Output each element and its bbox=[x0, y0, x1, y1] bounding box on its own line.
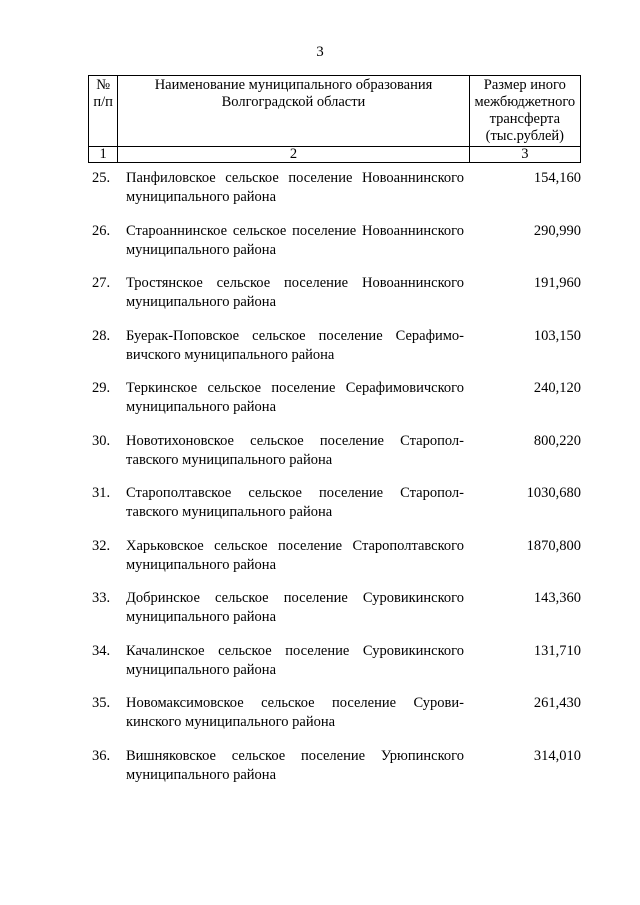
row-name bbox=[126, 222, 464, 260]
row-name bbox=[126, 642, 464, 680]
row-name-line: вичского муниципального района bbox=[126, 346, 335, 363]
row-amount: 314,010 bbox=[533, 747, 581, 764]
row-amount: 261,430 bbox=[533, 695, 581, 711]
row-name bbox=[126, 694, 464, 732]
row-name-line: Харьковское сельское поселение Старополтавского bbox=[126, 537, 464, 554]
row-number: 32. bbox=[92, 537, 111, 554]
row-number: 29. bbox=[92, 380, 111, 396]
table-row bbox=[88, 222, 581, 275]
row-name bbox=[126, 484, 464, 522]
row-name-line: муниципального района bbox=[126, 294, 276, 310]
row-name-line: Новотихоновское сельское поселение Старопол- bbox=[126, 432, 464, 449]
row-number: 27. bbox=[92, 275, 111, 291]
header-index-2: 2 bbox=[118, 147, 469, 163]
page-number: 3 bbox=[316, 44, 324, 60]
row-name-line: Старополтавское сельское поселение Старопол- bbox=[126, 485, 464, 501]
table-row bbox=[88, 432, 581, 485]
table-row bbox=[88, 169, 581, 222]
row-name-line: муниципального района bbox=[126, 661, 276, 678]
row-name bbox=[126, 274, 464, 312]
row-number: 33. bbox=[92, 590, 111, 606]
row-name bbox=[126, 432, 464, 470]
row-amount: 290,990 bbox=[533, 222, 581, 239]
row-number: 35. bbox=[92, 695, 111, 711]
row-name bbox=[126, 537, 464, 575]
row-number: 30. bbox=[92, 432, 111, 449]
row-number: 36. bbox=[92, 747, 111, 764]
row-name-line: муниципального района bbox=[126, 399, 276, 415]
header-index-3: 3 bbox=[469, 147, 580, 163]
row-number: 31. bbox=[92, 485, 111, 501]
row-number: 25. bbox=[92, 170, 111, 186]
row-number: 34. bbox=[92, 642, 111, 659]
row-name-line: Теркинское сельское поселение Серафимовичского bbox=[126, 380, 464, 396]
row-name bbox=[126, 379, 464, 417]
header-amount: Размер иного межбюджетного трансферта (тыс.рублей) bbox=[469, 76, 580, 147]
header-num: № п/п bbox=[89, 76, 118, 147]
row-amount: 191,960 bbox=[533, 275, 581, 291]
row-amount: 240,120 bbox=[533, 380, 581, 396]
row-amount: 1030,680 bbox=[526, 485, 581, 501]
table-row bbox=[88, 537, 581, 590]
row-amount: 103,150 bbox=[533, 327, 581, 344]
row-name-line: Староаннинское сельское поселение Новоаннинского bbox=[126, 222, 464, 239]
row-name bbox=[126, 169, 464, 207]
row-name bbox=[126, 327, 464, 365]
row-name-line: муниципального района bbox=[126, 241, 276, 258]
table-body bbox=[88, 169, 581, 799]
row-name-line: тавского муниципального района bbox=[126, 451, 333, 468]
table-row bbox=[88, 642, 581, 695]
row-name-line: Качалинское сельское поселение Суровикинского bbox=[126, 642, 464, 659]
row-name-line: муниципального района bbox=[126, 556, 276, 573]
row-name-line: муниципального района bbox=[126, 609, 276, 625]
row-name-line: кинского муниципального района bbox=[126, 714, 336, 730]
row-name-line: Добринское сельское поселение Суровикинского bbox=[126, 590, 464, 606]
row-amount: 1870,800 bbox=[526, 537, 581, 554]
row-amount: 154,160 bbox=[533, 170, 581, 186]
table-row bbox=[88, 589, 581, 642]
table-header bbox=[88, 75, 581, 163]
row-amount: 131,710 bbox=[533, 642, 581, 659]
table-row bbox=[88, 274, 581, 327]
row-name-line: Вишняковское сельское поселение Урюпинского bbox=[126, 747, 464, 764]
row-name-line: тавского муниципального района bbox=[126, 504, 333, 520]
row-number: 28. bbox=[92, 327, 111, 344]
table-row bbox=[88, 694, 581, 747]
row-number: 26. bbox=[92, 222, 111, 239]
row-amount: 143,360 bbox=[533, 590, 581, 606]
table-row bbox=[88, 747, 581, 800]
row-name-line: Тростянское сельское поселение Новоаннинского bbox=[126, 275, 464, 291]
table-row bbox=[88, 484, 581, 537]
row-name-line: муниципального района bbox=[126, 189, 276, 205]
row-name-line: Новомаксимовское сельское поселение Сурови- bbox=[126, 695, 464, 711]
header-name: Наименование муниципального образования Волгоградской области bbox=[118, 76, 469, 147]
row-name bbox=[126, 589, 464, 627]
table-row bbox=[88, 327, 581, 380]
row-name-line: муниципального района bbox=[126, 766, 276, 783]
row-name bbox=[126, 747, 464, 785]
row-name-line: Панфиловское сельское поселение Новоаннинского bbox=[126, 170, 464, 186]
header-index-1: 1 bbox=[89, 147, 118, 163]
row-amount: 800,220 bbox=[533, 432, 581, 449]
row-name-line: Буерак-Поповское сельское поселение Серафимо- bbox=[126, 327, 464, 344]
table-row bbox=[88, 379, 581, 432]
